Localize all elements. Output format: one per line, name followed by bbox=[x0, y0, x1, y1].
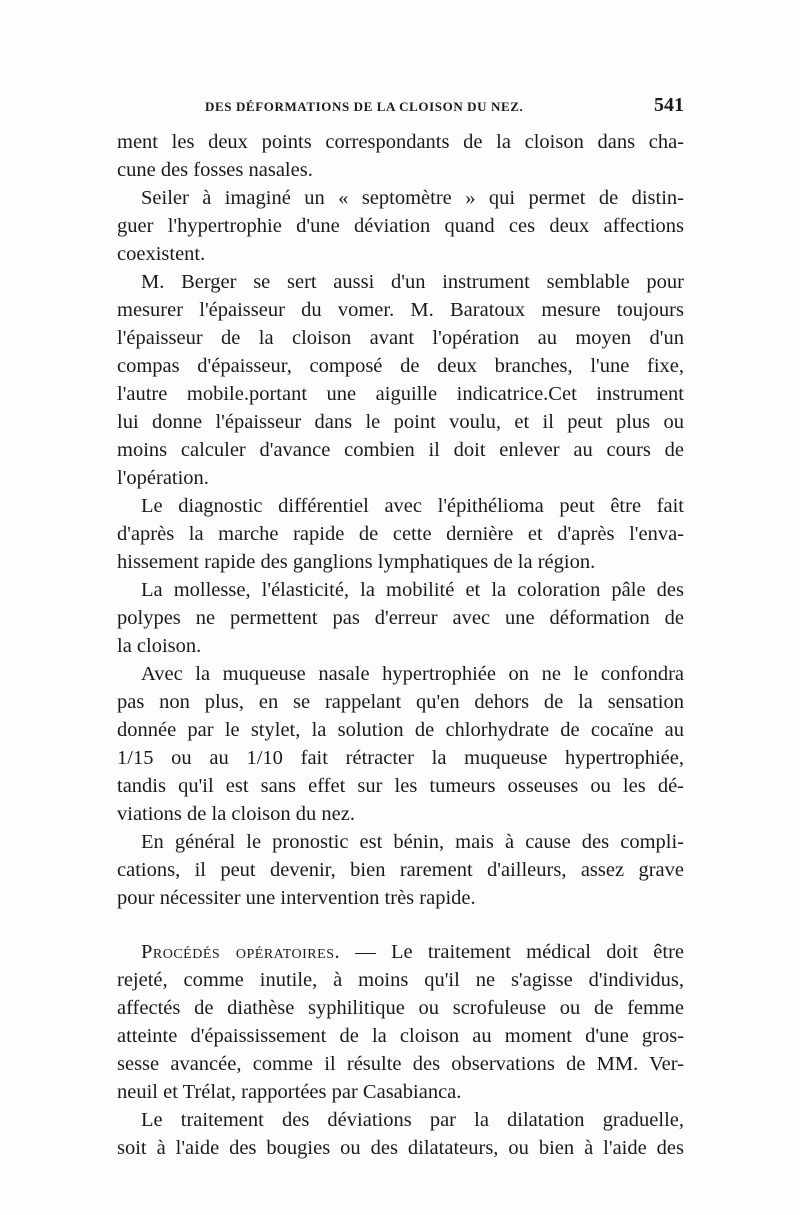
text-line: hissement rapide des ganglions lymphatiques de la région. bbox=[117, 551, 596, 573]
running-title: DES DÉFORMATIONS DE LA CLOISON DU NEZ. bbox=[205, 99, 524, 114]
text-line: Le diagnostic différentiel avec l'épithélioma peut être fait bbox=[141, 495, 684, 517]
text-line: mesurer l'épaisseur du vomer. M. Baratoux mesure toujours bbox=[117, 299, 684, 321]
text-line: polypes ne permettent pas d'erreur avec une déformation de bbox=[117, 607, 684, 629]
section-heading-tail: — Le traitement médical doit être bbox=[340, 941, 685, 963]
text-line: Le traitement des déviations par la dilatation graduelle, bbox=[141, 1109, 684, 1131]
text-line: tandis qu'il est sans effet sur les tumeurs osseuses ou les dé- bbox=[117, 775, 684, 797]
text-line: moins calculer d'avance combien il doit enlever au cours de bbox=[117, 439, 684, 461]
text-line: affectés de diathèse syphilitique ou scrofuleuse ou de femme bbox=[117, 997, 684, 1019]
book-page bbox=[117, 94, 684, 1162]
section-gap bbox=[117, 912, 684, 938]
text-line: rejeté, comme inutile, à moins qu'il ne s'agisse d'individus, bbox=[117, 969, 684, 991]
text-line: l'autre mobile.portant une aiguille indicatrice.Cet instrument bbox=[117, 383, 684, 405]
text-line: Seiler à imaginé un « septomètre » qui permet de distin- bbox=[141, 187, 684, 209]
text-line: l'opération. bbox=[117, 467, 209, 489]
text-line: soit à l'aide des bougies ou des dilatateurs, ou bien à l'aide des bbox=[117, 1137, 684, 1159]
text-line: donnée par le stylet, la solution de chlorhydrate de cocaïne au bbox=[117, 719, 684, 741]
text-line: l'épaisseur de la cloison avant l'opération au moyen d'un bbox=[117, 327, 684, 349]
text-line: M. Berger se sert aussi d'un instrument semblable pour bbox=[141, 271, 684, 293]
text-line: compas d'épaisseur, composé de deux branches, l'une fixe, bbox=[117, 355, 684, 377]
text-line: pour nécessiter une intervention très rapide. bbox=[117, 887, 476, 909]
text-line: la cloison. bbox=[117, 635, 202, 657]
text-line: La mollesse, l'élasticité, la mobilité et la coloration pâle des bbox=[141, 579, 684, 601]
body-text bbox=[117, 128, 684, 1162]
text-line: neuil et Trélat, rapportées par Casabianca. bbox=[117, 1081, 462, 1103]
text-line: cune des fosses nasales. bbox=[117, 159, 313, 181]
section-heading-line bbox=[117, 938, 684, 966]
text-line: sesse avancée, comme il résulte des observations de MM. Ver- bbox=[117, 1053, 684, 1075]
text-line: 1/15 ou au 1/10 fait rétracter la muqueuse hypertrophiée, bbox=[117, 747, 684, 769]
text-line: ment les deux points correspondants de la cloison dans cha- bbox=[117, 131, 684, 153]
text-line: viations de la cloison du nez. bbox=[117, 803, 355, 825]
text-line: guer l'hypertrophie d'une déviation quand ces deux affections bbox=[117, 215, 684, 237]
text-line: En général le pronostic est bénin, mais à cause des compli- bbox=[141, 831, 684, 853]
text-line: cations, il peut devenir, bien rarement d'ailleurs, assez grave bbox=[117, 859, 684, 881]
text-line: Avec la muqueuse nasale hypertrophiée on ne le confondra bbox=[141, 663, 684, 685]
text-line: coexistent. bbox=[117, 243, 206, 265]
running-head bbox=[117, 94, 684, 118]
text-line: atteinte d'épaississement de la cloison au moment d'une gros- bbox=[117, 1025, 684, 1047]
page-number: 541 bbox=[654, 94, 684, 116]
text-line: d'après la marche rapide de cette dernière et d'après l'enva- bbox=[117, 523, 684, 545]
text-line: pas non plus, en se rappelant qu'en dehors de la sensation bbox=[117, 691, 684, 713]
section-heading: Procédés opératoires. bbox=[141, 941, 341, 963]
text-line: lui donne l'épaisseur dans le point voulu, et il peut plus ou bbox=[117, 411, 684, 433]
